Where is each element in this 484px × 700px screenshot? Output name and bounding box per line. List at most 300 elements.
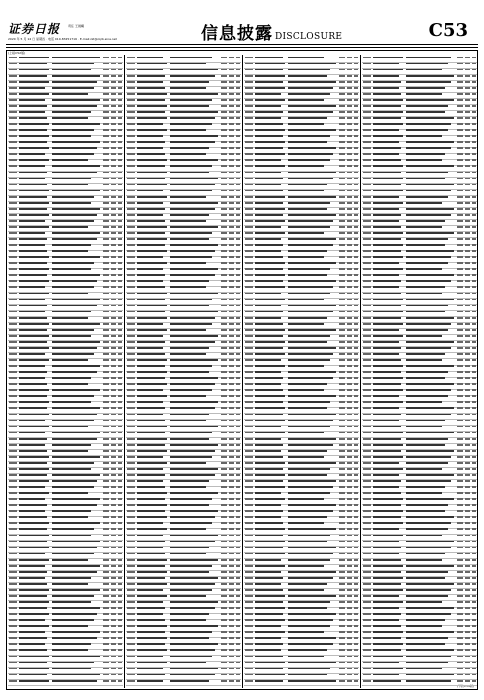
table-cell: [118, 480, 122, 482]
table-cell: [229, 99, 234, 101]
table-cell: [137, 474, 165, 476]
table-cell: [406, 377, 445, 379]
table-cell: [127, 335, 135, 337]
table-cell: [9, 589, 17, 591]
table-cell: [347, 365, 352, 367]
table-cell: [19, 178, 45, 180]
table-cell: [255, 317, 281, 319]
table-cell: [103, 93, 109, 95]
table-cell: [457, 123, 463, 125]
table-cell: [170, 680, 209, 682]
table-cell: [363, 426, 371, 428]
table-cell: [339, 274, 345, 276]
table-cell: [52, 311, 91, 313]
table-cell: [127, 159, 135, 161]
table-cell: [19, 202, 49, 204]
table-cell: [363, 377, 371, 379]
table-cell: [111, 480, 116, 482]
table-cell: [465, 123, 470, 125]
table-cell: [363, 329, 371, 331]
table-cell: [127, 456, 135, 458]
table-cell: [406, 256, 451, 258]
table-cell: [354, 547, 358, 549]
table-cell: [111, 516, 116, 518]
table-cell: [354, 208, 358, 210]
table-cell: [221, 583, 227, 585]
table-cell: [19, 280, 49, 282]
table-column: [8, 56, 123, 686]
table-cell: [103, 341, 109, 343]
table-cell: [118, 674, 122, 676]
table-cell: [363, 117, 371, 119]
table-cell: [19, 323, 49, 325]
table-cell: [288, 335, 330, 337]
table-cell: [406, 613, 451, 615]
table-cell: [373, 57, 403, 59]
table-cell: [127, 105, 135, 107]
table-cell: [111, 541, 116, 543]
table-cell: [465, 172, 470, 174]
table-cell: [373, 492, 401, 494]
table-cell: [118, 359, 122, 361]
table-cell: [465, 662, 470, 664]
table-cell: [373, 474, 399, 476]
table-cell: [236, 577, 240, 579]
table-cell: [255, 486, 285, 488]
table-cell: [373, 444, 403, 446]
table-cell: [363, 668, 371, 670]
table-cell: [354, 365, 358, 367]
table-cell: [221, 202, 227, 204]
table-cell: [229, 159, 234, 161]
table-cell: [127, 407, 135, 409]
table-cell: [255, 637, 281, 639]
table-cell: [137, 280, 163, 282]
table-cell: [9, 244, 17, 246]
table-cell: [373, 262, 399, 264]
table-cell: [472, 480, 476, 482]
table-cell: [118, 541, 122, 543]
table-cell: [457, 432, 463, 434]
table-cell: [111, 256, 116, 258]
table-cell: [457, 504, 463, 506]
table-cell: [245, 480, 253, 482]
table-cell: [221, 305, 227, 307]
table-cell: [245, 299, 253, 301]
table-cell: [118, 438, 122, 440]
table-cell: [118, 159, 122, 161]
table-cell: [288, 365, 324, 367]
table-cell: [288, 286, 333, 288]
table-cell: [221, 656, 227, 658]
table-cell: [354, 293, 358, 295]
table-cell: [457, 274, 463, 276]
table-cell: [373, 232, 403, 234]
table-cell: [137, 329, 167, 331]
table-cell: [288, 480, 336, 482]
table-cell: [457, 196, 463, 198]
table-cell: [373, 637, 401, 639]
table-cell: [229, 286, 234, 288]
table-cell: [19, 541, 47, 543]
table-cell: [339, 341, 345, 343]
table-cell: [229, 75, 234, 77]
table-cell: [406, 510, 445, 512]
table-cell: [127, 674, 135, 676]
table-cell: [103, 438, 109, 440]
table-cell: [52, 528, 94, 530]
table-cell: [373, 347, 401, 349]
table-cell: [288, 129, 336, 131]
table-cell: [288, 274, 327, 276]
table-cell: [465, 305, 470, 307]
table-cell: [457, 486, 463, 488]
table-cell: [472, 377, 476, 379]
table-cell: [255, 595, 285, 597]
table-cell: [111, 674, 116, 676]
table-cell: [103, 559, 109, 561]
table-cell: [221, 414, 227, 416]
table-cell: [339, 87, 345, 89]
table-cell: [339, 656, 345, 658]
table-cell: [52, 450, 88, 452]
table-cell: [457, 674, 463, 676]
table-cell: [288, 680, 336, 682]
table-cell: [339, 69, 345, 71]
table-cell: [52, 662, 94, 664]
table-cell: [52, 280, 97, 282]
table-cell: [118, 117, 122, 119]
table-cell: [373, 583, 401, 585]
table-cell: [465, 232, 470, 234]
table-cell: [255, 153, 285, 155]
table-cell: [457, 262, 463, 264]
table-cell: [245, 649, 253, 651]
table-cell: [52, 383, 88, 385]
table-cell: [339, 444, 345, 446]
table-cell: [339, 492, 345, 494]
table-cell: [363, 323, 371, 325]
table-cell: [137, 504, 167, 506]
table-cell: [472, 492, 476, 494]
table-cell: [347, 311, 352, 313]
table-cell: [347, 117, 352, 119]
table-cell: [354, 172, 358, 174]
table-cell: [288, 81, 336, 83]
table-cell: [127, 565, 135, 567]
table-cell: [236, 141, 240, 143]
table-cell: [111, 280, 116, 282]
table-cell: [457, 299, 463, 301]
table-cell: [236, 274, 240, 276]
table-cell: [406, 323, 451, 325]
table-row: [126, 679, 241, 686]
table-cell: [229, 63, 234, 65]
table-cell: [111, 547, 116, 549]
table-cell: [457, 668, 463, 670]
table-cell: [19, 256, 49, 258]
table-cell: [127, 535, 135, 537]
table-cell: [457, 293, 463, 295]
table-cell: [373, 159, 401, 161]
table-cell: [118, 565, 122, 567]
table-cell: [111, 522, 116, 524]
table-cell: [118, 347, 122, 349]
table-cell: [288, 426, 330, 428]
table-cell: [363, 480, 371, 482]
table-cell: [111, 583, 116, 585]
table-cell: [9, 63, 17, 65]
table-cell: [236, 299, 240, 301]
table-cell: [229, 389, 234, 391]
table-cell: [457, 190, 463, 192]
table-cell: [229, 583, 234, 585]
table-cell: [363, 280, 371, 282]
table-cell: [111, 595, 116, 597]
table-cell: [127, 486, 135, 488]
table-cell: [236, 649, 240, 651]
table-cell: [373, 553, 399, 555]
table-cell: [406, 99, 454, 101]
table-cell: [103, 492, 109, 494]
table-cell: [137, 541, 165, 543]
table-cell: [52, 601, 91, 603]
table-cell: [111, 637, 116, 639]
table-cell: [245, 244, 253, 246]
table-cell: [229, 172, 234, 174]
table-cell: [363, 365, 371, 367]
table-cell: [245, 631, 253, 633]
table-cell: [236, 401, 240, 403]
table-cell: [373, 335, 403, 337]
table-cell: [406, 184, 454, 186]
table-cell: [245, 643, 253, 645]
table-cell: [229, 329, 234, 331]
table-cell: [127, 553, 135, 555]
table-cell: [221, 571, 227, 573]
table-cell: [373, 172, 401, 174]
table-cell: [457, 522, 463, 524]
table-cell: [111, 286, 116, 288]
table-cell: [9, 347, 17, 349]
table-cell: [111, 504, 116, 506]
table-cell: [255, 426, 281, 428]
table-cell: [457, 359, 463, 361]
table-cell: [339, 220, 345, 222]
table-cell: [457, 226, 463, 228]
table-cell: [255, 643, 283, 645]
table-cell: [465, 335, 470, 337]
table-cell: [221, 329, 227, 331]
table-cell: [221, 674, 227, 676]
table-cell: [457, 323, 463, 325]
continued-from-caption: (上接C52版): [8, 51, 26, 55]
table-cell: [170, 547, 209, 549]
table-cell: [347, 57, 352, 59]
table-cell: [288, 165, 324, 167]
table-cell: [406, 178, 445, 180]
table-cell: [245, 619, 253, 621]
table-cell: [9, 184, 17, 186]
table-cell: [406, 619, 445, 621]
table-cell: [170, 226, 218, 228]
table-cell: [19, 432, 45, 434]
table-cell: [103, 111, 109, 113]
table-row: [244, 679, 359, 686]
table-cell: [354, 190, 358, 192]
table-cell: [465, 577, 470, 579]
table-cell: [137, 674, 165, 676]
table-cell: [19, 426, 49, 428]
table-cell: [118, 311, 122, 313]
table-cell: [127, 583, 135, 585]
table-cell: [347, 565, 352, 567]
table-cell: [52, 226, 88, 228]
table-cell: [465, 389, 470, 391]
table-cell: [354, 117, 358, 119]
table-cell: [19, 196, 47, 198]
table-cell: [472, 631, 476, 633]
table-cell: [255, 401, 283, 403]
table-cell: [373, 323, 403, 325]
table-cell: [363, 680, 371, 682]
table-cell: [52, 63, 94, 65]
table-cell: [255, 111, 283, 113]
table-cell: [118, 426, 122, 428]
table-cell: [170, 268, 218, 270]
table-cell: [406, 565, 454, 567]
table-cell: [288, 432, 324, 434]
table-cell: [170, 353, 206, 355]
table-cell: [236, 668, 240, 670]
table-cell: [339, 565, 345, 567]
table-cell: [347, 159, 352, 161]
table-cell: [111, 305, 116, 307]
table-cell: [354, 81, 358, 83]
table-cell: [118, 456, 122, 458]
table-cell: [103, 232, 109, 234]
table-cell: [288, 141, 327, 143]
table-cell: [373, 589, 403, 591]
table-cell: [111, 486, 116, 488]
table-cell: [465, 559, 470, 561]
table-cell: [111, 601, 116, 603]
table-cell: [363, 75, 371, 77]
table-cell: [170, 438, 209, 440]
table-cell: [170, 498, 212, 500]
table-cell: [288, 293, 330, 295]
table-cell: [221, 280, 227, 282]
table-cell: [363, 99, 371, 101]
table-cell: [457, 516, 463, 518]
table-cell: [9, 432, 17, 434]
table-cell: [103, 81, 109, 83]
table-cell: [465, 432, 470, 434]
table-cell: [111, 220, 116, 222]
table-cell: [245, 468, 253, 470]
table-cell: [363, 293, 371, 295]
table-cell: [221, 601, 227, 603]
table-cell: [221, 256, 227, 258]
table-cell: [288, 323, 324, 325]
table-cell: [221, 535, 227, 537]
table-cell: [472, 93, 476, 95]
table-cell: [457, 220, 463, 222]
table-cell: [255, 510, 283, 512]
table-cell: [288, 105, 336, 107]
table-cell: [127, 172, 135, 174]
table-cell: [457, 565, 463, 567]
table-cell: [221, 75, 227, 77]
table-cell: [118, 462, 122, 464]
table-cell: [465, 299, 470, 301]
table-cell: [465, 286, 470, 288]
table-cell: [245, 656, 253, 658]
table-cell: [19, 57, 49, 59]
table-cell: [457, 492, 463, 494]
table-cell: [457, 395, 463, 397]
table-cell: [354, 214, 358, 216]
table-cell: [236, 226, 240, 228]
table-cell: [52, 595, 94, 597]
table-cell: [236, 504, 240, 506]
table-cell: [9, 498, 17, 500]
table-cell: [363, 202, 371, 204]
table-cell: [229, 274, 234, 276]
table-cell: [255, 668, 283, 670]
table-cell: [339, 522, 345, 524]
table-cell: [52, 656, 100, 658]
table-cell: [347, 401, 352, 403]
table-cell: [9, 420, 17, 422]
table-cell: [9, 601, 17, 603]
table-cell: [339, 438, 345, 440]
table-cell: [52, 274, 100, 276]
table-cell: [339, 159, 345, 161]
table-cell: [19, 553, 45, 555]
table-cell: [111, 450, 116, 452]
table-cell: [245, 595, 253, 597]
table-cell: [288, 553, 333, 555]
table-cell: [347, 643, 352, 645]
table-cell: [221, 262, 227, 264]
table-cell: [339, 420, 345, 422]
table-cell: [339, 226, 345, 228]
table-cell: [472, 595, 476, 597]
table-cell: [465, 359, 470, 361]
table-cell: [52, 268, 91, 270]
table-cell: [347, 202, 352, 204]
table-cell: [229, 619, 234, 621]
table-cell: [472, 129, 476, 131]
table-cell: [373, 305, 401, 307]
table-cell: [465, 541, 470, 543]
table-cell: [103, 123, 109, 125]
table-cell: [245, 389, 253, 391]
table-cell: [347, 165, 352, 167]
table-cell: [221, 480, 227, 482]
table-cell: [339, 395, 345, 397]
table-cell: [339, 214, 345, 216]
masthead-rule-thick: [6, 44, 478, 45]
table-cell: [465, 522, 470, 524]
table-cell: [137, 238, 167, 240]
table-cell: [19, 75, 47, 77]
table-cell: [170, 256, 212, 258]
table-cell: [288, 662, 336, 664]
table-cell: [245, 129, 253, 131]
table-cell: [221, 577, 227, 579]
